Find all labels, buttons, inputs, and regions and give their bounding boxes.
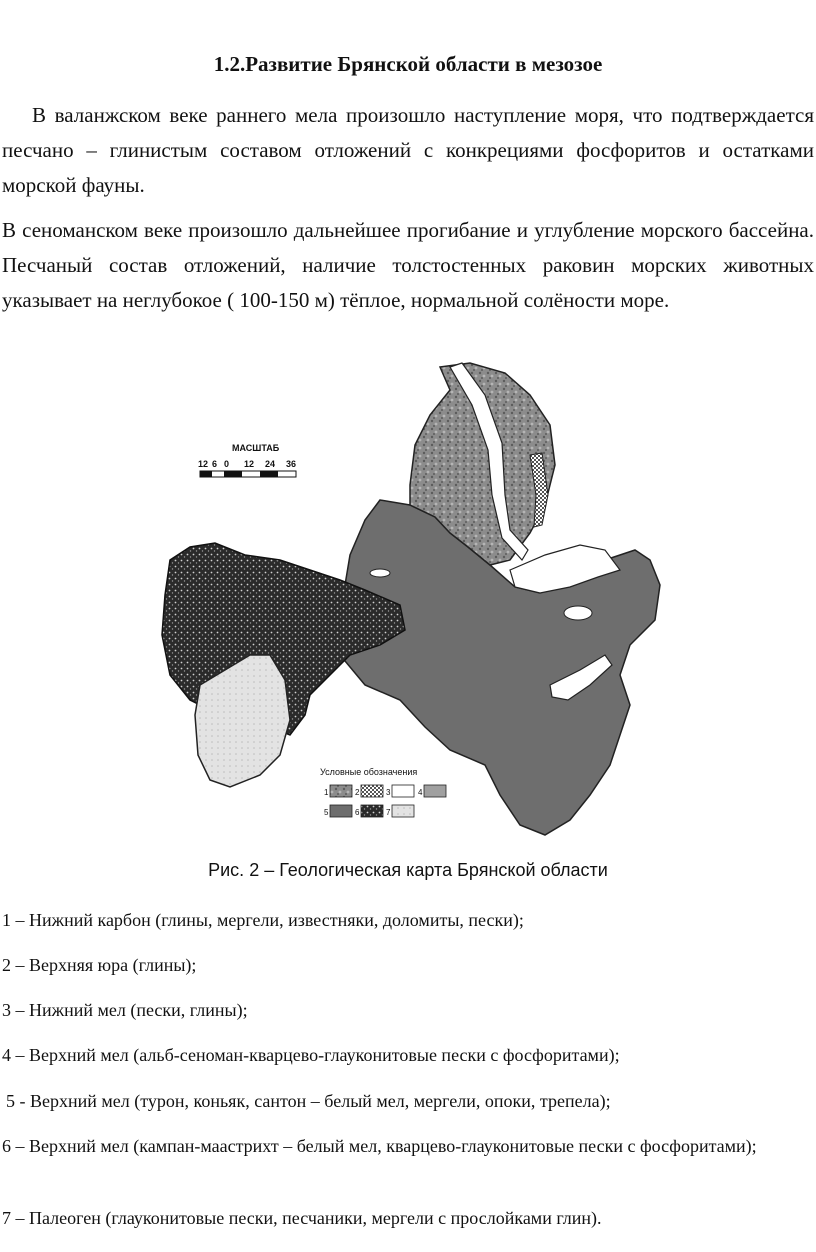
legend-number: 7 — [386, 808, 391, 817]
geological-map-figure — [150, 355, 670, 845]
legend-number: 2 — [355, 788, 360, 797]
legend-number: 4 — [418, 788, 423, 797]
legend-item: 4 – Верхний мел (альб-сеноман-кварцево-глауконитовые пески с фосфоритами); — [2, 1045, 620, 1065]
scale-tick: 36 — [286, 459, 297, 469]
paragraph-valanginian: В валанжском веке раннего мела произошло наступление моря, что подтверждается песчано – глинистым составом отложений с конкрециями фосфоритов и остатками морской фауны. — [2, 103, 814, 197]
legend-item: 6 – Верхний мел (кампан-маастрихт – белый мел, кварцево-глауконитовые пески с фосфоритами); — [2, 1136, 757, 1156]
scale-tick: 12 — [244, 459, 255, 469]
legend-item: 2 – Верхняя юра (глины); — [2, 955, 197, 975]
scale-tick: 12 — [198, 459, 209, 469]
page-title: 1.2.Развитие Брянской области в мезозое — [213, 52, 603, 76]
legend-number: 1 — [324, 788, 329, 797]
map-legend — [320, 767, 446, 817]
legend-item: 3 – Нижний мел (пески, глины); — [2, 1000, 248, 1020]
scale-ticks — [198, 459, 296, 469]
scale-tick: 0 — [224, 459, 230, 469]
legend-title: Условные обозначения — [320, 767, 418, 777]
legend-number: 3 — [386, 788, 391, 797]
legend-item: 5 - Верхний мел (турон, коньяк, сантон – белый мел, мергели, опоки, трепела); — [6, 1091, 611, 1111]
scale-title: МАСШТАБ — [232, 443, 280, 453]
legend-item: 1 – Нижний карбон (глины, мергели, известняки, доломиты, пески); — [2, 910, 524, 930]
scale-bar — [200, 471, 296, 477]
geological-map — [150, 355, 670, 845]
scale-tick: 24 — [265, 459, 276, 469]
legend-number: 5 — [324, 808, 329, 817]
figure-caption: Рис. 2 – Геологическая карта Брянской области — [208, 860, 608, 880]
legend-item: 7 – Палеоген (глауконитовые пески, песчаники, мергели с прослойками глин). — [2, 1208, 602, 1228]
legend-number: 6 — [355, 808, 360, 817]
scale-tick: 6 — [212, 459, 218, 469]
paragraph-cenomanian: В сеноманском веке произошло дальнейшее прогибание и углубление морского бассейна. Песчаный состав отложений, наличие толстостенных раковин морских животных указывает на неглубокое ( 100-150 м) тёплое, нормальной солёности море. — [2, 218, 814, 312]
